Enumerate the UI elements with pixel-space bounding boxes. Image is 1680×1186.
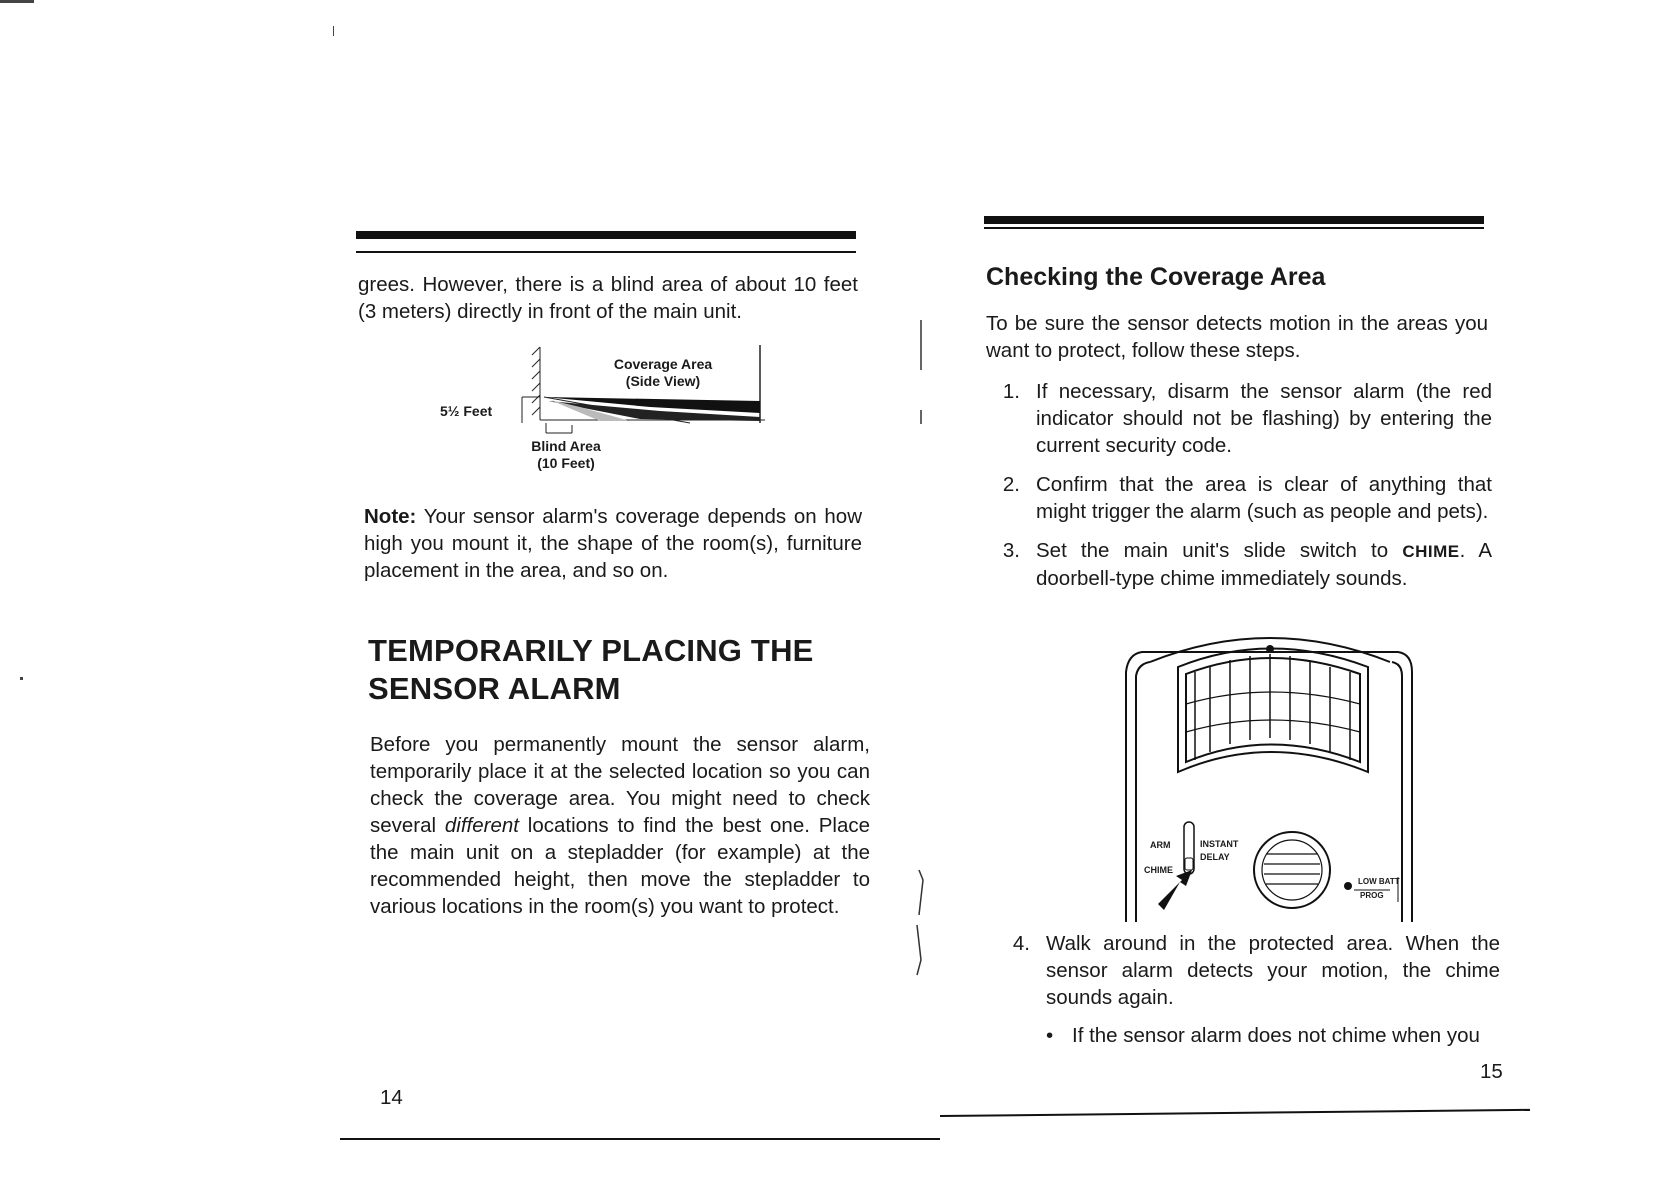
step-text-after: . A doorbell-type chime immediately sounds. (1036, 539, 1492, 590)
step-item-4 (1000, 930, 1500, 1011)
blind-label-line2: (10 Feet) (537, 455, 595, 471)
chime-label: CHIME (1144, 865, 1173, 875)
placement-text-part1: Before you permanently mount the sensor alarm, temporarily place it at the selected location so you can check the coverage area. You might need to check several (370, 733, 870, 837)
coverage-area-label (588, 356, 738, 390)
heading-line1: TEMPORARILY PLACING THE (368, 633, 814, 668)
bullet-dot: • (1046, 1024, 1054, 1047)
low-batt-label: LOW BATT (1358, 877, 1400, 886)
right-footer-rule (940, 1109, 1530, 1117)
step-number: 4. (1012, 932, 1030, 955)
gutter-marks (905, 310, 935, 1010)
step-item-3 (990, 537, 1492, 592)
step-number: 2. (1002, 473, 1020, 496)
step-number: 3. (1002, 539, 1020, 562)
instant-label: INSTANT (1200, 839, 1239, 849)
placement-paragraph (370, 731, 870, 920)
right-header-rule-thin (984, 227, 1484, 229)
note-text: Your sensor alarm's coverage depends on how high you mount it, the shape of the room(s), furniture placement in the area, and so on. (364, 505, 862, 582)
coverage-label-line1: Coverage Area (613, 356, 713, 372)
step-text (1036, 537, 1492, 592)
step-text-before: Set the main unit's slide switch to (1036, 539, 1389, 562)
scan-mark-left (20, 677, 23, 680)
step-text: Confirm that the area is clear of anything that might trigger the alarm (such as people and pets). (1036, 473, 1492, 523)
arm-label: ARM (1150, 840, 1171, 850)
heading-line2: SENSOR ALARM (368, 671, 621, 706)
note-paragraph (364, 503, 862, 584)
placement-text-part2: locations to find the best one. Place the main unit on a stepladder (for example) at the recommended height, then move the stepladder to various locations in the room(s) you want to protect. (370, 814, 870, 918)
step-number: 1. (1002, 380, 1020, 403)
coverage-label-line2: (Side View) (625, 373, 701, 389)
left-header-rule-thick (356, 231, 856, 239)
left-header-rule-thin (356, 251, 856, 253)
placement-emphasis: different (444, 814, 519, 837)
continuation-text: grees. However, there is a blind area of about 10 feet (3 meters) directly in front of the main unit. (358, 273, 858, 323)
right-header-rule-thick (984, 216, 1484, 224)
scan-mark-margin (333, 26, 334, 36)
steps-list (990, 378, 1492, 604)
section-heading-checking-coverage: Checking the Coverage Area (986, 263, 1326, 291)
coverage-diagram (440, 345, 800, 480)
step-item-1 (990, 378, 1492, 459)
blind-area-label (516, 438, 616, 472)
height-label: 5½ Feet (440, 403, 493, 419)
delay-label: DELAY (1200, 852, 1230, 862)
sensor-device-illustration (1120, 632, 1420, 922)
left-footer-rule (340, 1138, 940, 1140)
prog-label: PROG (1360, 891, 1384, 900)
bullet-text: If the sensor alarm does not chime when you (1072, 1024, 1480, 1047)
step-item-2 (990, 471, 1492, 525)
intro-paragraph: To be sure the sensor detects motion in the areas you want to protect, follow these steps. (986, 312, 1488, 362)
step-text: Walk around in the protected area. When the sensor alarm detects your motion, the chime sounds again. (1046, 932, 1500, 1009)
section-heading-temporarily-placing (368, 632, 888, 708)
page-number-right: 15 (1480, 1060, 1503, 1083)
scan-mark-top-left (0, 0, 34, 3)
step-text: If necessary, disarm the sensor alarm (the red indicator should not be flashing) by entering the current security code. (1036, 380, 1492, 457)
steps-list-continued (1000, 930, 1500, 1023)
blind-label-line1: Blind Area (531, 438, 601, 454)
note-label: Note: (364, 505, 417, 528)
bullet-item (1046, 1022, 1506, 1049)
page-number-left: 14 (380, 1086, 403, 1109)
chime-keyword: CHIME (1402, 542, 1460, 561)
